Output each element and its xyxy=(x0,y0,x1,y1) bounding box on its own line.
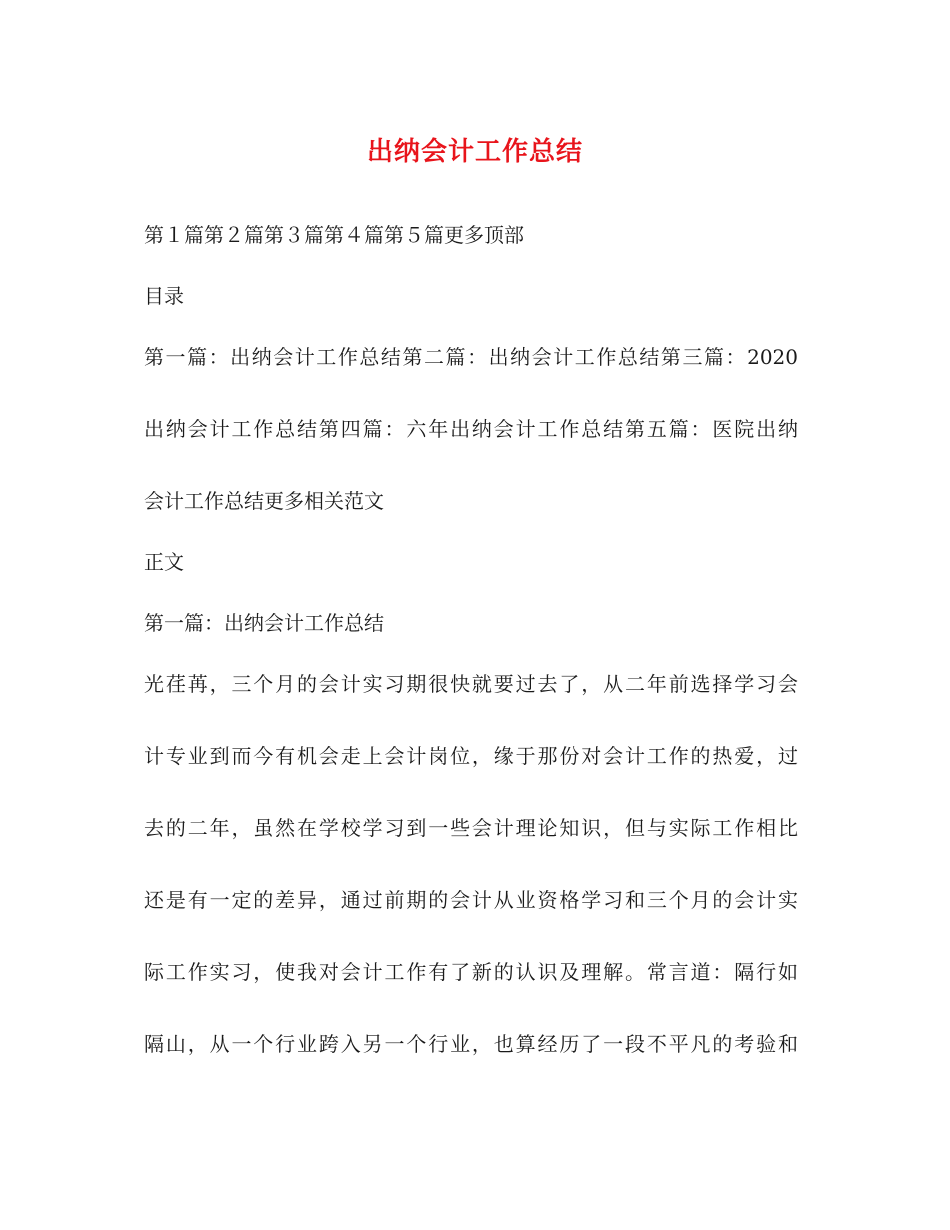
toc-heading: 目录 xyxy=(144,284,184,308)
paragraph-line: 光荏苒，三个月的会计实习期很快就要过去了，从二年前选择学习会 xyxy=(144,672,798,696)
toc-line: 第一篇：出纳会计工作总结第二篇：出纳会计工作总结第三篇：2020 xyxy=(144,345,798,369)
section-nav-line: 第１篇第２篇第３篇第４篇第５篇更多顶部 xyxy=(144,223,524,247)
paragraph-line: 际工作实习，使我对会计工作有了新的认识及理解。常言道：隔行如 xyxy=(144,960,798,984)
paragraph-line: 计专业到而今有机会走上会计岗位，缘于那份对会计工作的热爱，过 xyxy=(144,744,798,768)
paragraph-line: 隔山，从一个行业跨入另一个行业，也算经历了一段不平凡的考验和 xyxy=(144,1032,798,1056)
section-heading: 第一篇：出纳会计工作总结 xyxy=(144,611,384,635)
paragraph-line: 还是有一定的差异，通过前期的会计从业资格学习和三个月的会计实 xyxy=(144,888,798,912)
body-heading: 正文 xyxy=(144,550,184,574)
toc-line: 出纳会计工作总结第四篇：六年出纳会计工作总结第五篇：医院出纳 xyxy=(144,417,798,441)
paragraph-line: 去的二年，虽然在学校学习到一些会计理论知识，但与实际工作相比 xyxy=(144,816,798,840)
toc-line: 会计工作总结更多相关范文 xyxy=(144,489,384,513)
document-title: 出纳会计工作总结 xyxy=(366,137,583,167)
